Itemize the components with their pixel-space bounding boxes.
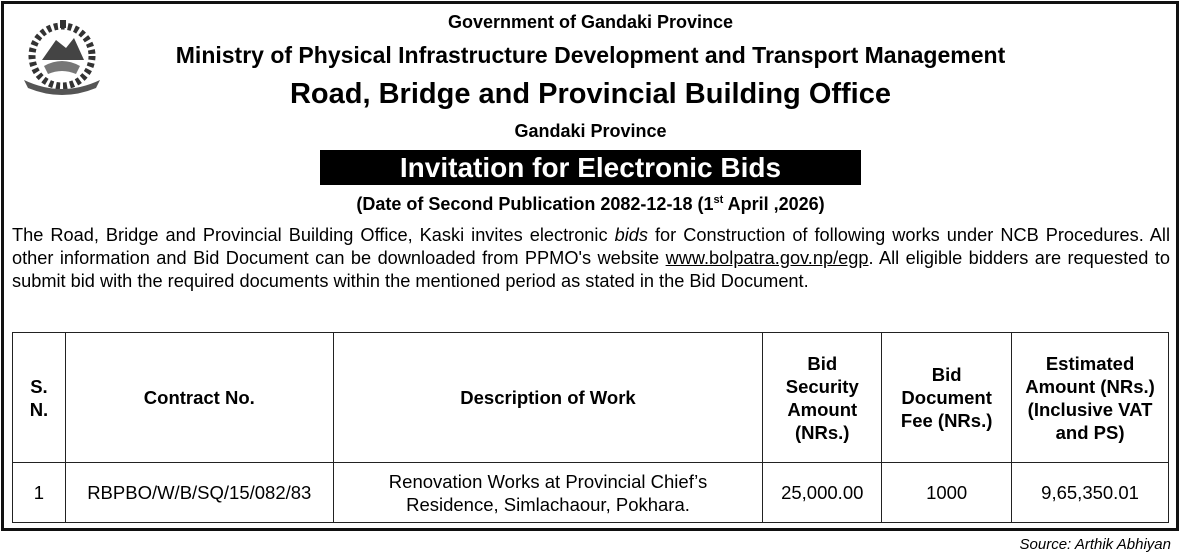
province-line: Gandaki Province [514, 121, 667, 141]
header-description: Description of Work [333, 333, 763, 463]
cell-sn: 1 [13, 463, 66, 523]
notice-body: The Road, Bridge and Provincial Building Office, Kaski invites electronic bids for Construction of following works under NCB Procedures. All other information and Bid Document can be downloaded from PPMO's website www.bolpatra.gov.np/egp. All eligible bidders are requested to submit bid with the required documents within the mentioned period as stated in the Bid Document. [12, 225, 1171, 291]
bolpatra-link[interactable]: www.bolpatra.gov.np/egp [665, 248, 869, 268]
ministry-line: Ministry of Physical Infrastructure Development and Transport Management [175, 42, 1006, 68]
government-line: Government of Gandaki Province [447, 12, 734, 32]
publication-date: (Date of Second Publication 2082-12-18 (1st April ,2026) [356, 194, 825, 214]
source-credit: Source: Arthik Abhiyan [1019, 536, 1171, 553]
header-bid-fee: Bid Document Fee (NRs.) [882, 333, 1012, 463]
header-estimated-amount: Estimated Amount (NRs.) (Inclusive VAT and PS) [1012, 333, 1169, 463]
cell-description: Renovation Works at Provincial Chief’s Residence, Simlachaour, Pokhara. [333, 463, 763, 523]
cell-bid-security: 25,000.00 [763, 463, 882, 523]
header-bid-security: Bid Security Amount (NRs.) [763, 333, 882, 463]
cell-bid-fee: 1000 [882, 463, 1012, 523]
bid-table [12, 332, 1169, 523]
table-row [13, 463, 1169, 523]
office-line: Road, Bridge and Provincial Building Office [289, 78, 891, 110]
cell-contract-no: RBPBO/W/B/SQ/15/082/83 [65, 463, 333, 523]
notice-title: Invitation for Electronic Bids [320, 150, 861, 185]
cell-estimated-amount: 9,65,350.01 [1012, 463, 1169, 523]
header-contract-no: Contract No. [65, 333, 333, 463]
table-header-row [13, 333, 1169, 463]
header-sn: S. N. [13, 333, 66, 463]
